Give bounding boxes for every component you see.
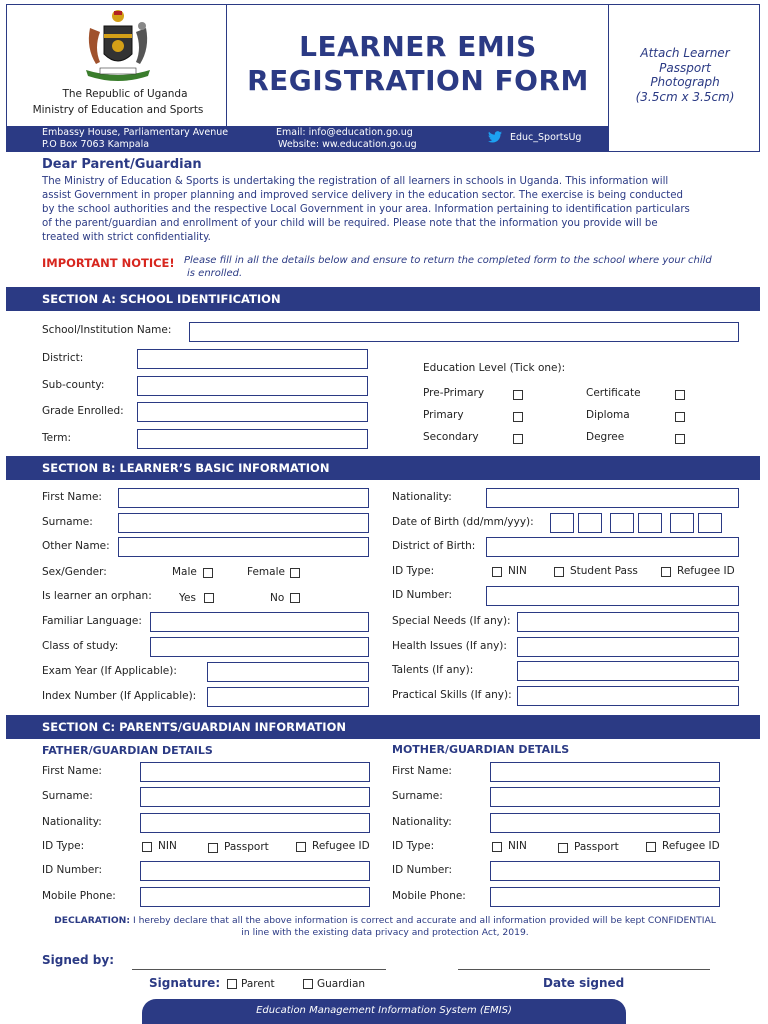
mother-passport-label: Passport: [574, 841, 619, 853]
practical-skills-label: Practical Skills (If any):: [392, 689, 512, 701]
father-surname-label: Surname:: [42, 790, 93, 802]
dob-month-2[interactable]: [638, 513, 662, 533]
primary-checkbox[interactable]: [513, 412, 523, 422]
class-label: Class of study:: [42, 640, 119, 652]
ministry-text: Ministry of Education and Sports: [32, 104, 204, 116]
index-number-input[interactable]: [207, 687, 369, 707]
learner-nin-checkbox[interactable]: [492, 567, 502, 577]
nationality-input[interactable]: [486, 488, 739, 508]
father-first-name-input[interactable]: [140, 762, 370, 782]
school-name-input[interactable]: [189, 322, 739, 342]
subcounty-label: Sub-county:: [42, 379, 105, 391]
learner-student-pass-checkbox[interactable]: [554, 567, 564, 577]
district-input[interactable]: [137, 349, 368, 369]
intro-line5: treated with strict confidentiality.: [42, 232, 211, 243]
mother-passport-checkbox[interactable]: [558, 843, 568, 853]
learner-first-name-input[interactable]: [118, 488, 369, 508]
subcounty-input[interactable]: [137, 376, 368, 396]
learner-nin-label: NIN: [508, 565, 527, 577]
intro-line3: by the school authorities and the respective Local Government in your area. Information pertaining to identification particulars: [42, 204, 690, 215]
school-name-label: School/Institution Name:: [42, 324, 172, 336]
declaration-text: [30, 915, 740, 926]
section-b-header: SECTION B: LEARNER’S BASIC INFORMATION: [6, 456, 760, 480]
edu-level-label: Education Level (Tick one):: [423, 362, 566, 374]
mother-nationality-label: Nationality:: [392, 816, 452, 828]
learner-id-number-input[interactable]: [486, 586, 739, 606]
dob-day-2[interactable]: [578, 513, 602, 533]
photo-instruction-line4: (3.5cm x 3.5cm): [635, 90, 735, 104]
orphan-yes-label: Yes: [179, 592, 196, 604]
learner-id-number-label: ID Number:: [392, 589, 453, 601]
form-title-line1: LEARNER EMIS: [299, 30, 537, 63]
twitter-handle: Educ_SportsUg: [510, 132, 582, 143]
intro-line2: assist Government in proper planning and improved service delivery in the education sector. The exercise is being conducted: [42, 190, 684, 201]
mother-heading: MOTHER/GUARDIAN DETAILS: [392, 743, 570, 756]
father-nin-checkbox[interactable]: [142, 842, 152, 852]
district-birth-input[interactable]: [486, 537, 739, 557]
term-label: Term:: [42, 432, 71, 444]
father-passport-checkbox[interactable]: [208, 843, 218, 853]
website-text: Website: ww.education.go.ug: [278, 139, 417, 150]
mother-id-type-label: ID Type:: [392, 840, 435, 852]
health-issues-input[interactable]: [517, 637, 739, 657]
mother-nin-label: NIN: [508, 840, 527, 852]
mother-surname-input[interactable]: [490, 787, 720, 807]
talents-label: Talents (If any):: [392, 664, 474, 676]
mother-surname-label: Surname:: [392, 790, 443, 802]
grade-input[interactable]: [137, 402, 368, 422]
intro-line4: of the parent/guardian and enrollment of your child will be required. Please note that the information you provide will be: [42, 218, 658, 229]
learner-student-pass-label: Student Pass: [570, 565, 638, 577]
term-input[interactable]: [137, 429, 368, 449]
dob-month-1[interactable]: [610, 513, 634, 533]
form-title-line2: REGISTRATION FORM: [247, 64, 589, 97]
health-issues-label: Health Issues (If any):: [392, 640, 507, 652]
father-surname-input[interactable]: [140, 787, 370, 807]
practical-skills-input[interactable]: [517, 686, 739, 706]
grade-label: Grade Enrolled:: [42, 405, 124, 417]
declaration-line1: I hereby declare that all the above information is correct and accurate and all information provided will be kept CONFIDENTIAL: [130, 915, 716, 926]
signed-by-label: Signed by:: [42, 953, 115, 967]
twitter-icon: [488, 131, 502, 143]
mother-id-number-label: ID Number:: [392, 864, 453, 876]
important-notice-label: IMPORTANT NOTICE!: [42, 256, 175, 270]
father-nationality-label: Nationality:: [42, 816, 102, 828]
dob-year-2[interactable]: [698, 513, 722, 533]
section-a-header: SECTION A: SCHOOL IDENTIFICATION: [6, 287, 760, 311]
class-input[interactable]: [150, 637, 369, 657]
guardian-label: Guardian: [317, 978, 366, 990]
exam-year-input[interactable]: [207, 662, 369, 682]
learner-surname-label: Surname:: [42, 516, 93, 528]
learner-refugee-id-label: Refugee ID: [677, 565, 735, 577]
nationality-label: Nationality:: [392, 491, 452, 503]
greeting: Dear Parent/Guardian: [42, 157, 202, 172]
parent-label: Parent: [241, 978, 275, 990]
address-line1: Embassy House, Parliamentary Avenue: [42, 127, 229, 138]
dob-label: Date of Birth (dd/mm/yyy):: [392, 516, 534, 528]
email-text: Email: info@education.go.ug: [276, 127, 413, 138]
district-birth-label: District of Birth:: [392, 540, 476, 552]
father-heading: FATHER/GUARDIAN DETAILS: [42, 744, 213, 757]
mother-refugee-id-label: Refugee ID: [662, 840, 720, 852]
mother-nin-checkbox[interactable]: [492, 842, 502, 852]
intro-line1: The Ministry of Education & Sports is undertaking the registration of all learners in schools in Uganda. This information will: [42, 176, 669, 187]
mother-nationality-input[interactable]: [490, 813, 720, 833]
secondary-checkbox[interactable]: [513, 434, 523, 444]
exam-year-label: Exam Year (If Applicable):: [42, 665, 177, 677]
orphan-yes-checkbox[interactable]: [204, 593, 214, 603]
father-nationality-input[interactable]: [140, 813, 370, 833]
index-number-label: Index Number (If Applicable):: [42, 690, 197, 702]
learner-other-name-input[interactable]: [118, 537, 369, 557]
photo-instruction-line2: Passport: [659, 61, 711, 75]
diploma-checkbox[interactable]: [675, 412, 685, 422]
certificate-label: Certificate: [586, 387, 641, 399]
father-refugee-id-checkbox[interactable]: [296, 842, 306, 852]
parent-checkbox[interactable]: [227, 979, 237, 989]
orphan-label: Is learner an orphan:: [42, 590, 152, 602]
notice-line2: is enrolled.: [187, 268, 243, 279]
father-id-number-input[interactable]: [140, 861, 370, 881]
pre-primary-label: Pre-Primary: [423, 387, 485, 399]
date-signed-label: Date signed: [543, 976, 625, 990]
father-passport-label: Passport: [224, 841, 269, 853]
learner-first-name-label: First Name:: [42, 491, 102, 503]
signed-by-line[interactable]: [132, 969, 386, 970]
dob-year-1[interactable]: [670, 513, 694, 533]
declaration-line2: in line with the existing data privacy and protection Act, 2019.: [241, 927, 529, 938]
address-line2: P.O Box 7063 Kampala: [42, 139, 150, 150]
special-needs-input[interactable]: [517, 612, 739, 632]
footer-text: Education Management Information System (EMIS): [256, 1005, 512, 1016]
photo-instruction-line3: Photograph: [650, 75, 720, 89]
sex-label: Sex/Gender:: [42, 566, 107, 578]
orphan-no-checkbox[interactable]: [290, 593, 300, 603]
pre-primary-checkbox[interactable]: [513, 390, 523, 400]
female-label: Female: [247, 566, 285, 578]
orphan-no-label: No: [270, 592, 285, 604]
father-id-number-label: ID Number:: [42, 864, 103, 876]
degree-label: Degree: [586, 431, 625, 443]
republic-text: The Republic of Uganda: [62, 88, 188, 100]
guardian-checkbox[interactable]: [303, 979, 313, 989]
father-id-type-label: ID Type:: [42, 840, 85, 852]
secondary-label: Secondary: [423, 431, 479, 443]
talents-input[interactable]: [517, 661, 739, 681]
notice-line1: Please fill in all the details below and ensure to return the completed form to the school where your child: [184, 255, 712, 266]
section-c-header: SECTION C: PARENTS/GUARDIAN INFORMATION: [6, 715, 760, 739]
father-mobile-input[interactable]: [140, 887, 370, 907]
mother-mobile-label: Mobile Phone:: [392, 890, 466, 902]
date-line[interactable]: [458, 969, 710, 970]
header-divider-left: [226, 4, 227, 126]
photo-instruction-line1: Attach Learner: [640, 46, 730, 60]
learner-other-name-label: Other Name:: [42, 540, 110, 552]
father-first-name-label: First Name:: [42, 765, 102, 777]
mother-mobile-input[interactable]: [490, 887, 720, 907]
declaration-label: DECLARATION:: [54, 915, 131, 926]
mother-first-name-input[interactable]: [490, 762, 720, 782]
familiar-language-label: Familiar Language:: [42, 615, 142, 627]
diploma-label: Diploma: [586, 409, 630, 421]
district-label: District:: [42, 352, 84, 364]
mother-refugee-id-checkbox[interactable]: [646, 842, 656, 852]
familiar-language-input[interactable]: [150, 612, 369, 632]
male-label: Male: [172, 566, 197, 578]
father-refugee-id-label: Refugee ID: [312, 840, 370, 852]
learner-surname-input[interactable]: [118, 513, 369, 533]
special-needs-label: Special Needs (If any):: [392, 615, 511, 627]
mother-id-number-input[interactable]: [490, 861, 720, 881]
learner-refugee-id-checkbox[interactable]: [661, 567, 671, 577]
certificate-checkbox[interactable]: [675, 390, 685, 400]
primary-label: Primary: [423, 409, 464, 421]
female-checkbox[interactable]: [290, 568, 300, 578]
father-nin-label: NIN: [158, 840, 177, 852]
coat-of-arms-icon: [78, 8, 158, 86]
father-mobile-label: Mobile Phone:: [42, 890, 116, 902]
mother-first-name-label: First Name:: [392, 765, 452, 777]
dob-day-1[interactable]: [550, 513, 574, 533]
degree-checkbox[interactable]: [675, 434, 685, 444]
male-checkbox[interactable]: [203, 568, 213, 578]
signature-label: Signature:: [149, 976, 221, 990]
learner-id-type-label: ID Type:: [392, 565, 435, 577]
